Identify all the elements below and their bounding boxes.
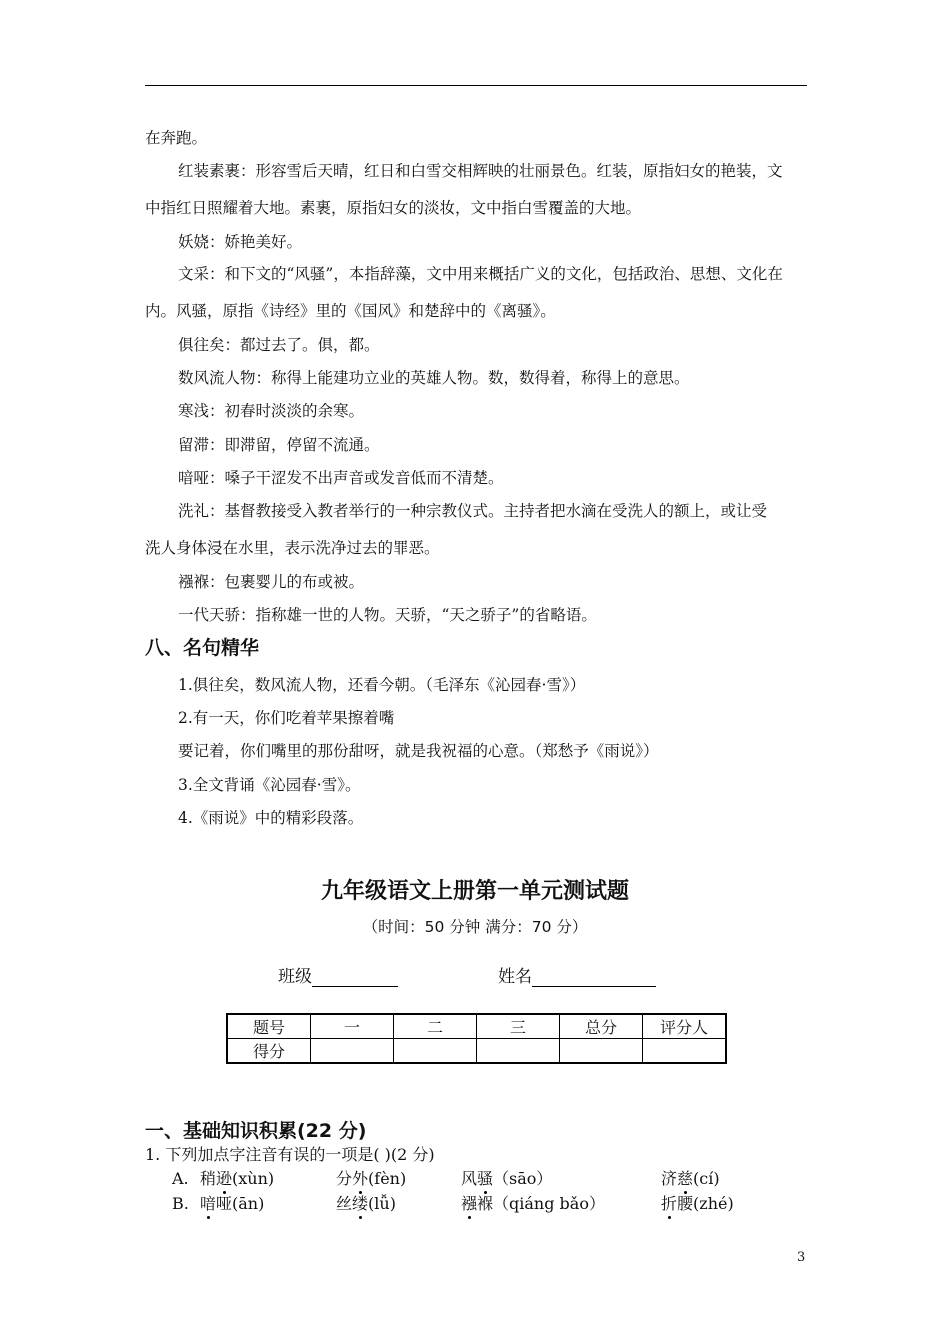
- note-line: 洗礼：基督教接受入教者举行的一种宗教仪式。主持者把水滴在受洗人的额上，或让受: [178, 502, 768, 520]
- score-cell[interactable]: [643, 1039, 727, 1064]
- note-line: 洗人身体浸在水里，表示洗净过去的罪恶。: [145, 539, 440, 557]
- note-line: 文采：和下文的“风骚”，本指辞藻，文中用来概括广义的文化，包括政治、思想、文化在: [178, 265, 783, 283]
- header-rule: [145, 85, 807, 86]
- quote-line: 要记着，你们嘴里的那份甜呀，就是我祝福的心意。（郑愁予《雨说》）: [178, 742, 659, 760]
- note-line: 俱往矣：都过去了。俱，都。: [178, 336, 380, 354]
- note-line: 数风流人物：称得上能建功立业的英雄人物。数，数得着，称得上的意思。: [178, 369, 690, 387]
- note-line: 寒浅：初春时淡淡的余寒。: [178, 402, 365, 420]
- table-header-cell: 总分: [560, 1014, 643, 1039]
- table-header-cell: 一: [311, 1014, 394, 1039]
- score-table: [226, 1013, 727, 1064]
- quote-line: 3.全文背诵《沁园春·雪》。: [178, 776, 361, 794]
- quote-line: 4.《雨说》中的精彩段落。: [178, 809, 364, 827]
- score-cell[interactable]: [311, 1039, 394, 1064]
- class-field: [278, 962, 398, 987]
- option-b-item: 喑哑(ān): [200, 1194, 265, 1213]
- score-cell[interactable]: [394, 1039, 477, 1064]
- option-a-item: 风骚（sāo）: [461, 1169, 553, 1188]
- option-b-label: B.: [172, 1194, 189, 1213]
- option-a-item: 分外(fèn): [336, 1169, 407, 1188]
- note-line: 留滞：即滞留，停留不流通。: [178, 436, 380, 454]
- name-field: [498, 962, 656, 987]
- note-line: 襁褓：包裹婴儿的布或被。: [178, 573, 365, 591]
- option-b-item: 折腰(zhé): [661, 1194, 734, 1213]
- note-line: 在奔跑。: [145, 129, 208, 147]
- table-header-cell: 评分人: [643, 1014, 727, 1039]
- section-heading: 八、名句精华: [145, 637, 260, 659]
- option-b-item: 丝缕(lǚ): [336, 1194, 396, 1213]
- option-b-item: 襁褓（qiáng bǎo）: [461, 1194, 605, 1213]
- quote-line: 1.俱往矣，数风流人物，还看今朝。（毛泽东《沁园春·雪》）: [178, 676, 586, 694]
- note-line: 内。风骚，原指《诗经》里的《国风》和楚辞中的《离骚》。: [145, 302, 556, 320]
- quote-line: 2.有一天，你们吃着苹果擦着嘴: [178, 709, 395, 727]
- option-a-label: A.: [172, 1169, 189, 1188]
- table-header-cell: 题号: [227, 1014, 311, 1039]
- note-line: 中指红日照耀着大地。素裹，原指妇女的淡妆，文中指白雪覆盖的大地。: [145, 199, 642, 217]
- question-text: 1. 下列加点字注音有误的一项是( )(2 分): [145, 1145, 435, 1164]
- score-cell[interactable]: [477, 1039, 560, 1064]
- note-line: 喑哑：嗓子干涩发不出声音或发音低而不清楚。: [178, 469, 504, 487]
- test-subtitle: （时间：50 分钟 满分：70 分）: [362, 918, 588, 936]
- table-header-row: [227, 1014, 726, 1039]
- table-row-label: 得分: [227, 1039, 311, 1064]
- score-cell[interactable]: [560, 1039, 643, 1064]
- option-a-item: 济慈(cí): [661, 1169, 720, 1188]
- name-label: 姓名: [498, 967, 532, 987]
- table-header-cell: 三: [477, 1014, 560, 1039]
- note-line: 一代天骄：指称雄一世的人物。天骄，“天之骄子”的省略语。: [178, 606, 597, 624]
- section-heading: 一、基础知识积累(22 分): [145, 1120, 367, 1142]
- option-a-item: 稍逊(xùn): [200, 1169, 275, 1188]
- class-label: 班级: [278, 967, 312, 987]
- name-blank[interactable]: [532, 968, 656, 987]
- table-row: [227, 1039, 726, 1064]
- note-line: 红装素裹：形容雪后天晴，红日和白雪交相辉映的壮丽景色。红装，原指妇女的艳装，文: [178, 162, 783, 180]
- page-number: 3: [797, 1250, 806, 1265]
- note-line: 妖娆：娇艳美好。: [178, 233, 303, 251]
- class-blank[interactable]: [312, 968, 398, 987]
- table-header-cell: 二: [394, 1014, 477, 1039]
- test-title: 九年级语文上册第一单元测试题: [320, 879, 629, 904]
